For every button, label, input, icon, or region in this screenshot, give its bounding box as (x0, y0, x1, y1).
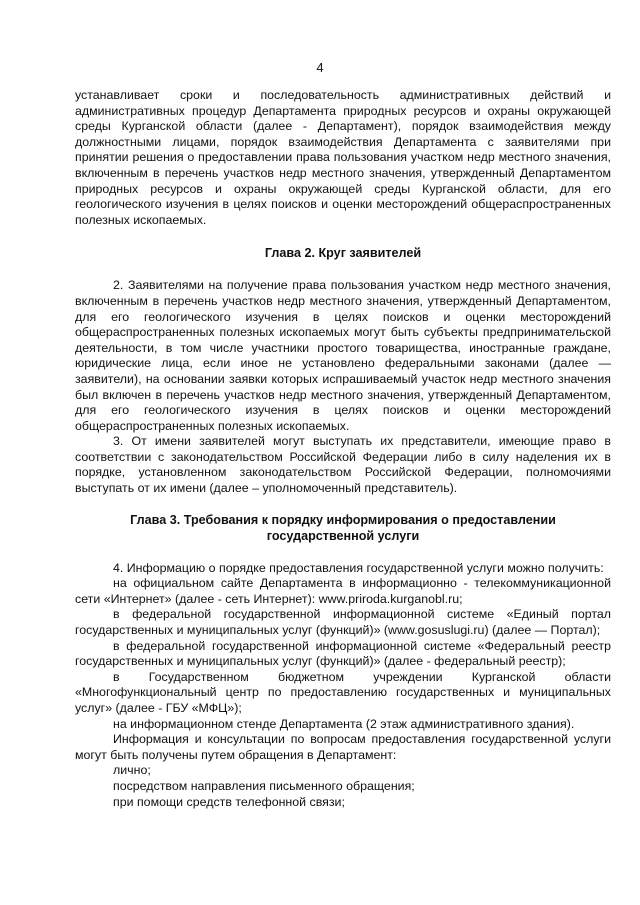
list-item-personal: лично; (113, 763, 151, 778)
chapter-3-heading-line-1: Глава 3. Требования к порядку информирования о предоставлении (130, 512, 556, 527)
list-item-phone: при помощи средств телефонной связи; (113, 794, 345, 809)
paragraph-4-mfc: в Государственном бюджетном учреждении Курганской области «Многофункциональный центр по предоставлению государственных и муниципальных услуг» (далее - ГБУ «МФЦ»); (75, 669, 611, 715)
paragraph-4-stand: на информационном стенде Департамента (2 этаж административного здания). (113, 716, 575, 731)
paragraph-4-portal: в федеральной государственной информационной системе «Единый портал государственных и муниципальных услуг (функций)» (www.gosuslugi.ru) (далее — Портал); (75, 607, 611, 638)
document-body (75, 88, 611, 810)
paragraph-4-site: на официальном сайте Департамента в информационно - телекоммуникационной сети «Интернет» (далее - сеть Интернет): www.priroda.kurganobl.ru; (75, 576, 611, 606)
page-number: 4 (316, 60, 324, 75)
paragraph-4-registry: в федеральной государственной информационной системе «Федеральный реестр государственных и муниципальных услуг (функций)» (далее - федеральный реестр); (75, 638, 611, 669)
chapter-2-heading: Глава 2. Круг заявителей (264, 246, 422, 261)
paragraph-intro: устанавливает сроки и последовательность административных действий и административных процедур Департамента природных ресурсов и охраны окружающей среды Курганской области (далее - Департамент), порядок взаимодействия между должностными лицами, порядок взаимодействия Департамента с заявителями при принятии решения о предоставлении права пользования участком недр местного значения, включенным в перечень участков недр местного значения, утвержденный Департаментом природных ресурсов и охраны окружающей среды Курганской области, для его геологического изучения в целях поисков и оценки месторождений общераспространенных полезных ископаемых. (75, 88, 611, 227)
chapter-3-heading-line-2: государственной услуги (266, 528, 420, 543)
list-item-letter: посредством направления письменного обращения; (113, 778, 415, 793)
paragraph-4: 4. Информацию о порядке предоставления государственной услуги можно получить: (113, 560, 604, 575)
paragraph-consultations: Информация и консультации по вопросам предоставления государственной услуги могут быть получены путем обращения в Департамент: (75, 732, 611, 762)
paragraph-2: 2. Заявителями на получение права пользования участком недр местного значения, включенным в перечень участков недр местного значения, утвержденный Департаментом, для его геологического изучения в целях поисков и оценки месторождений общераспространенных полезных ископаемых могут быть субъекты предпринимательской деятельности, в том числе участники простого товарищества, иностранные граждане, юридические лица, если иное не установлено федеральными законами (далее — заявители), на основании заявки которых испрашиваемый участок недр местного значения был включен в перечень участков недр местного значения, утвержденный Департаментом, для его геологического изучения в целях поисков и оценки месторождений общераспространенных полезных ископаемых. (75, 278, 611, 433)
paragraph-3: 3. От имени заявителей могут выступать их представители, имеющие право в соответствии с законодательством Российской Федерации либо в силу наделения их в порядке, установленном законодательством Российской Федерации, полномочиями выступать от их имени (далее – уполномоченный представитель). (75, 434, 611, 496)
